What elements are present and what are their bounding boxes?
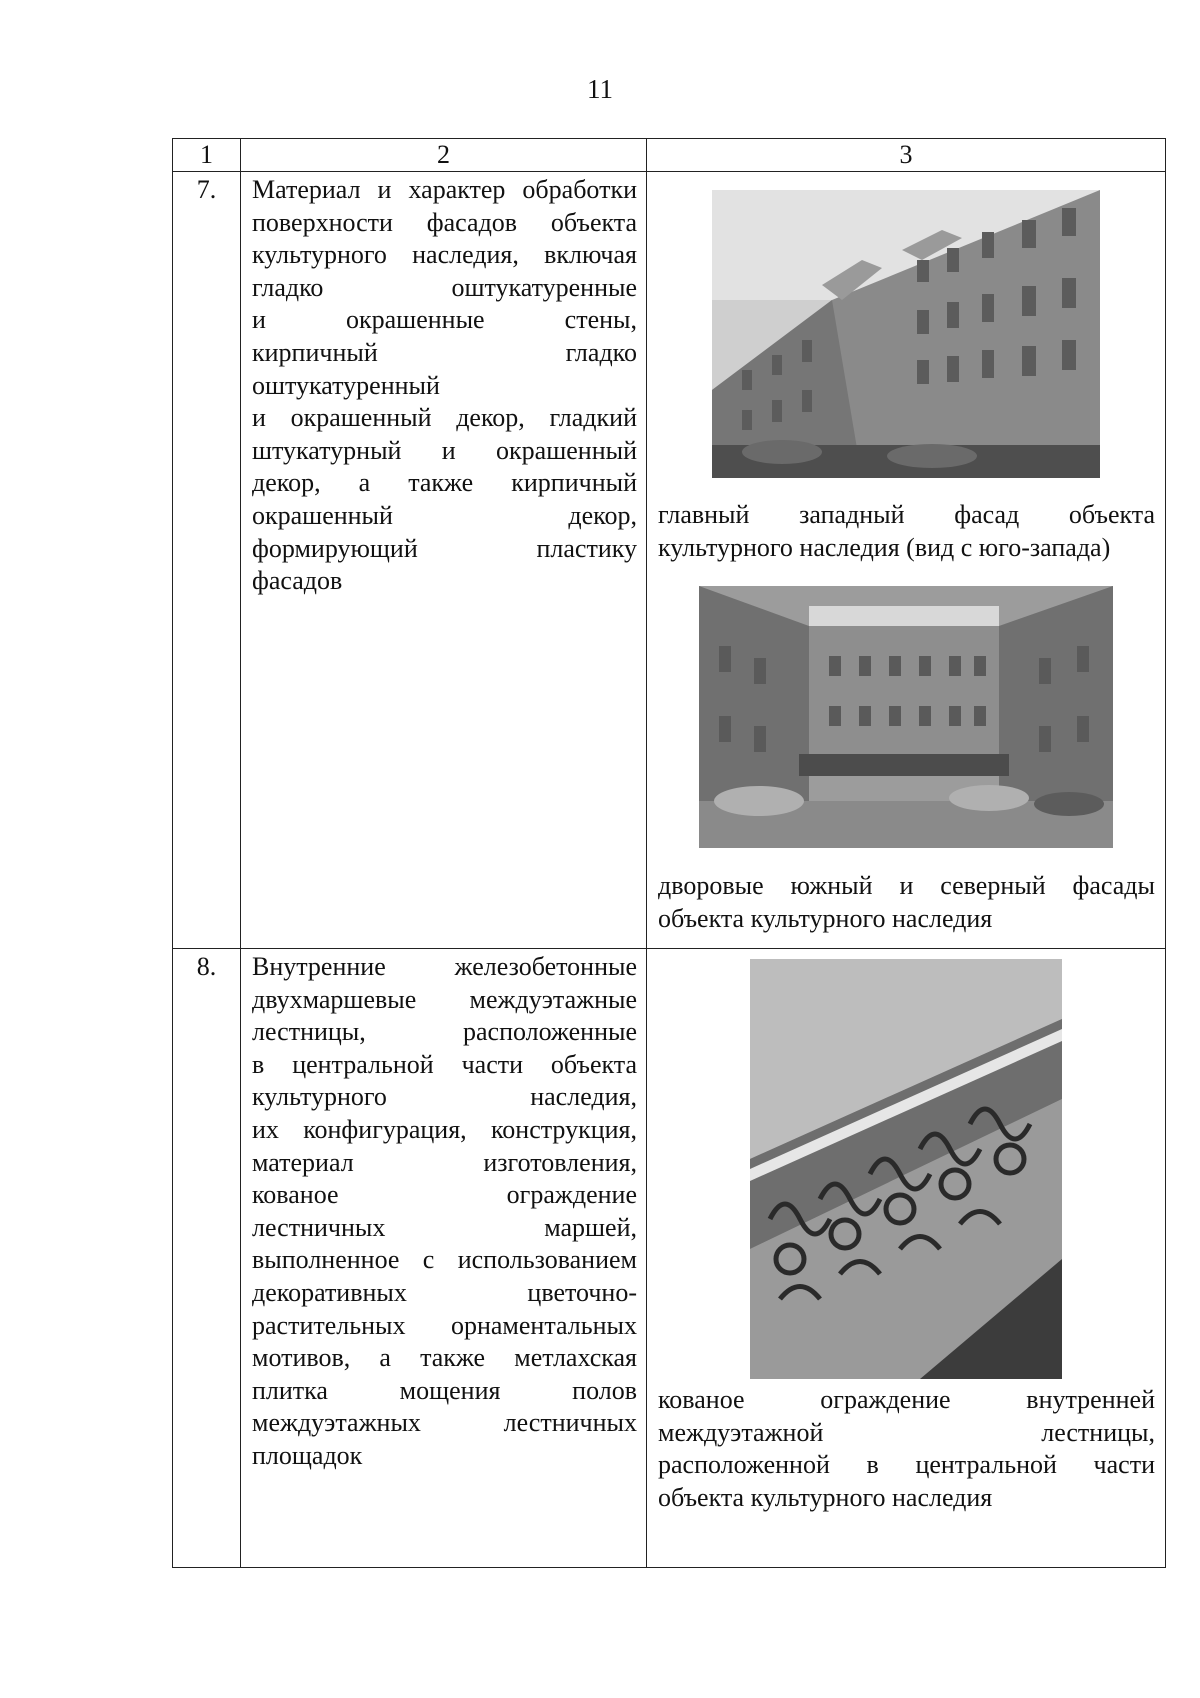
description-line: междуэтажных лестничных xyxy=(252,1408,637,1438)
table-header-row xyxy=(173,139,1166,172)
description-line: лестничных маршей, xyxy=(252,1212,637,1242)
caption-line: объекта культурного наследия xyxy=(658,1482,993,1512)
caption-line: главный западный фасад объекта xyxy=(658,500,1155,529)
description-line: поверхности фасадов объекта xyxy=(252,207,637,237)
caption-line: дворовые южный и северный фасады xyxy=(658,871,1155,901)
description-line: окрашенный декор, xyxy=(252,500,637,530)
caption-line: междуэтажной лестницы, xyxy=(658,1417,1155,1447)
row-description xyxy=(241,172,647,949)
description-line: кованое ограждение xyxy=(252,1180,637,1210)
description-line: декоративных цветочно- xyxy=(252,1277,637,1307)
table-row xyxy=(173,949,1166,1568)
description-line: и окрашенный декор, гладкий xyxy=(252,403,637,433)
table-row xyxy=(173,172,1166,949)
header-col-1: 1 xyxy=(173,139,241,172)
caption-line: кованое ограждение внутренней xyxy=(658,1385,1155,1414)
description-line: декор, а также кирпичный xyxy=(252,468,637,498)
description-line: гладко оштукатуренные xyxy=(252,272,637,302)
description-line: в центральной части объекта xyxy=(252,1049,637,1079)
caption-line: расположенной в центральной части xyxy=(658,1450,1155,1480)
description-line: двухмаршевые междуэтажные xyxy=(252,984,637,1014)
description-line: и окрашенные стены, xyxy=(252,305,637,335)
description-line: культурного наследия, включая xyxy=(252,240,637,270)
description-line: Материал и характер обработки xyxy=(252,175,637,204)
row-description xyxy=(241,949,647,1568)
header-col-2: 2 xyxy=(241,139,647,172)
photo-caption xyxy=(647,870,1165,935)
header-col-3: 3 xyxy=(647,139,1166,172)
caption-line: культурного наследия (вид с юго-запада) xyxy=(658,532,1111,562)
description-line: кирпичный гладко xyxy=(252,337,637,367)
description-line: мотивов, а также метлахская xyxy=(252,1343,637,1373)
row-photos xyxy=(647,172,1166,949)
description-line: штукатурный и окрашенный xyxy=(252,435,637,465)
courtyard-facades-photo xyxy=(699,586,1113,848)
description-line: растительных орнаментальных xyxy=(252,1310,637,1340)
description-line: материал изготовления, xyxy=(252,1147,637,1177)
description-line: оштукатуренный xyxy=(252,370,440,400)
description-line: культурного наследия, xyxy=(252,1082,637,1112)
photo-caption xyxy=(647,1384,1165,1514)
description-line: фасадов xyxy=(252,566,343,596)
description-line: площадок xyxy=(252,1440,363,1470)
staircase-railing-photo xyxy=(750,959,1062,1379)
description-line: формирующий пластику xyxy=(252,533,637,563)
row-number: 7. xyxy=(173,172,241,949)
page-number: 11 xyxy=(587,74,613,104)
heritage-table xyxy=(172,138,1166,1568)
description-line: плитка мощения полов xyxy=(252,1375,637,1405)
caption-line: объекта культурного наследия xyxy=(658,903,993,933)
description-line: лестницы, расположенные xyxy=(252,1017,637,1047)
description-line: выполненное с использованием xyxy=(252,1245,637,1275)
row-photos xyxy=(647,949,1166,1568)
west-facade-photo xyxy=(712,190,1100,478)
description-line: их конфигурация, конструкция, xyxy=(252,1114,637,1144)
description-line: Внутренние железобетонные xyxy=(252,952,637,981)
photo-caption xyxy=(647,499,1165,564)
row-number: 8. xyxy=(173,949,241,1568)
